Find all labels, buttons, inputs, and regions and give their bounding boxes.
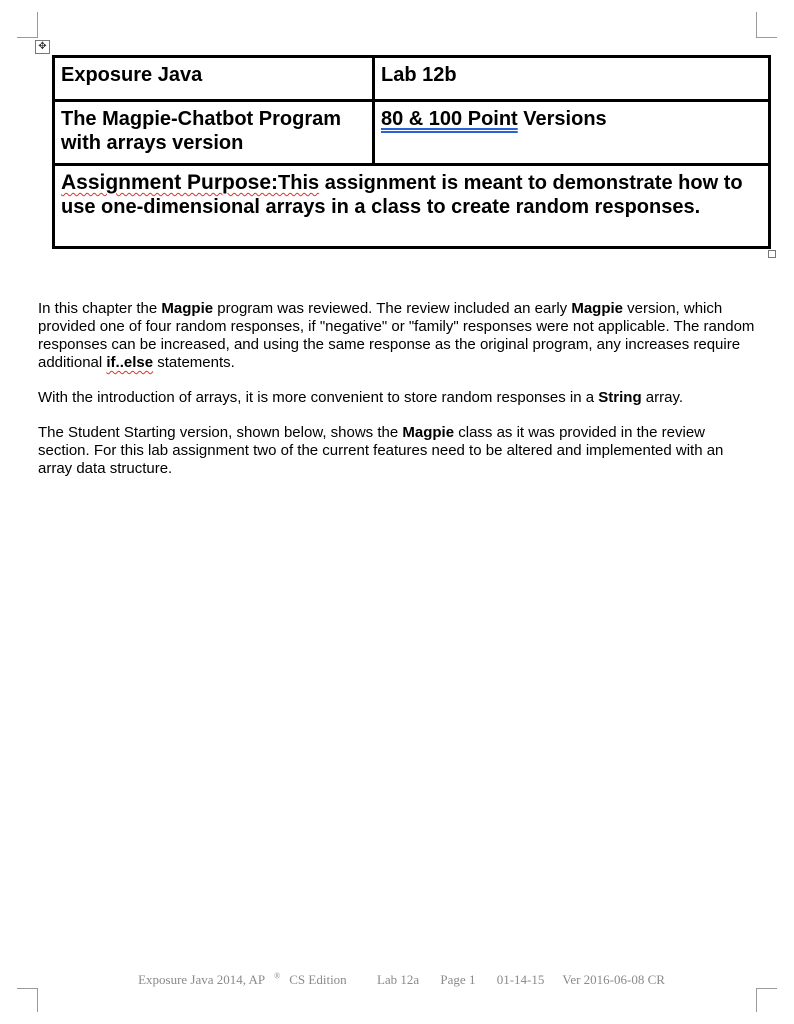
p1-text-4: statements. [153, 354, 235, 371]
crop-mark-top-left-h [17, 37, 38, 38]
program-title-cell[interactable] [54, 101, 374, 165]
header-row-2 [54, 101, 770, 165]
crop-mark-top-left-v [37, 12, 38, 37]
table-move-handle-icon[interactable]: ✥ [35, 40, 50, 54]
course-title-cell[interactable] [54, 57, 374, 101]
assignment-purpose-text: assignment is meant to demonstrate how to use one-dimensional arrays in a class to create random responses. [61, 172, 743, 218]
crop-mark-top-right-h [756, 37, 777, 38]
header-row-3 [54, 165, 770, 248]
footer-version: Ver 2016-06-08 CR [562, 972, 665, 988]
p3-bold-magpie: Magpie [402, 424, 455, 441]
assignment-purpose-first-word: This [278, 172, 320, 194]
p1-bold-magpie-1: Magpie [161, 300, 214, 317]
versions-cell[interactable] [374, 101, 770, 165]
footer-edition-post: CS Edition [289, 972, 347, 988]
footer-page: Page 1 [440, 972, 476, 988]
footer-edition-sup: ® [274, 972, 281, 981]
versions-text: Versions [517, 108, 607, 130]
p1-text-2: program was reviewed. The review included an early [213, 300, 572, 317]
header-row-1 [54, 57, 770, 101]
table-resize-handle[interactable] [768, 250, 776, 258]
p1-bold-magpie-2: Magpie [571, 300, 624, 317]
points-underlined: 80 & 100 Point [381, 108, 518, 130]
crop-mark-bottom-left-v [37, 988, 38, 1012]
program-title-line2: with arrays version [61, 132, 244, 154]
footer-date: 01-14-15 [496, 972, 545, 988]
p1-text-3: version, which provided one of four random responses, if "negative" or "family" responses were not applicable. The random responses can be increased, and using the same response as the original program, any increases require additional [38, 300, 755, 371]
crop-mark-bottom-right-v [756, 988, 757, 1012]
p3-text-2: class as it was provided in the review section. For this lab assignment two of the current features need to be altered and implemented with an array data structure. [38, 424, 724, 477]
p2-text-1: With the introduction of arrays, it is more convenient to store random responses in a [38, 389, 599, 406]
assignment-purpose-label: Assignment Purpose: [61, 171, 279, 194]
paragraph-3 [38, 424, 758, 478]
paragraph-1 [38, 300, 758, 372]
lab-number: Lab 12b [381, 64, 457, 86]
program-title-line1: The Magpie-Chatbot Program [61, 108, 342, 130]
footer-edition [129, 972, 356, 987]
p3-text-1: The Student Starting version, shown below, shows the [38, 424, 403, 441]
assignment-purpose-cell[interactable] [54, 165, 770, 248]
page-footer [0, 972, 794, 988]
document-body [38, 300, 758, 495]
crop-mark-top-right-v [756, 12, 757, 37]
course-title: Exposure Java [61, 64, 203, 86]
footer-edition-pre: Exposure Java 2014, AP [138, 972, 266, 988]
paragraph-2 [38, 389, 758, 407]
p2-bold-string: String [598, 389, 642, 406]
p1-bold-if-else: if..else [106, 354, 154, 371]
header-table [52, 55, 771, 249]
p2-text-2: array. [641, 389, 684, 406]
p1-text-1: In this chapter the [38, 300, 162, 317]
footer-lab: Lab 12a [376, 972, 420, 988]
lab-number-cell[interactable] [374, 57, 770, 101]
